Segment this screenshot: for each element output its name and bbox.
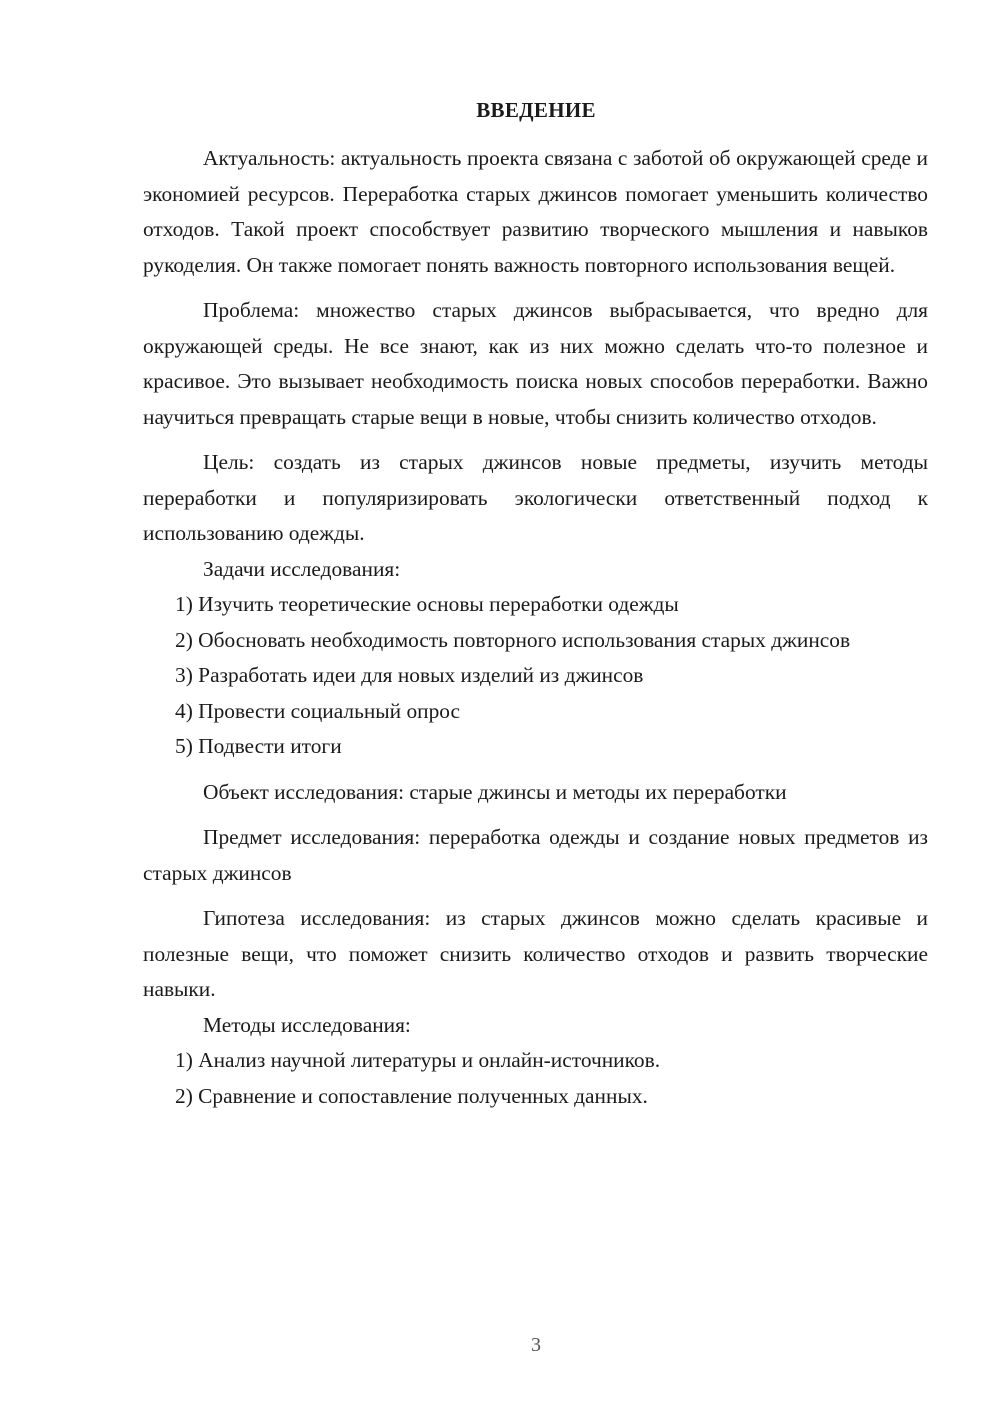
task-item: 1) Изучить теоретические основы переработки одежды (175, 592, 679, 616)
goal-paragraph: Цель: создать из старых джинсов новые предметы, изучить методы переработки и популяризировать экологически ответственный подход к использованию одежды. (143, 450, 928, 545)
task-item: 4) Провести социальный опрос (175, 698, 461, 723)
method-item: 1) Анализ научной литературы и онлайн-источников. (175, 1048, 661, 1072)
tasks-heading: Задачи исследования: (203, 556, 401, 581)
method-item: 2) Сравнение и сопоставление полученных данных. (175, 1083, 648, 1108)
task-item: 2) Обосновать необходимость повторного использования старых джинсов (175, 627, 851, 652)
page-number: 3 (531, 1334, 541, 1356)
object-paragraph: Объект исследования: старые джинсы и методы их переработки (203, 779, 787, 804)
subject-paragraph: Предмет исследования: переработка одежды и создание новых предметов из старых джинсов (143, 825, 928, 885)
relevance-paragraph: Актуальность: актуальность проекта связана с заботой об окружающей среде и экономией ресурсов. Переработка старых джинсов помогает уменьшить количество отходов. Такой проект способствует развитию творческого мышления и навыков рукоделия. Он также помогает понять важность повторного использования вещей. (143, 146, 928, 277)
methods-heading: Методы исследования: (203, 1012, 411, 1037)
problem-paragraph: Проблема: множество старых джинсов выбрасывается, что вредно для окружающей среды. Не все знают, как из них можно сделать что-то полезное и красивое. Это вызывает необходимость поиска новых способов переработки. Важно научиться превращать старые вещи в новые, чтобы снизить количество отходов. (143, 298, 928, 429)
hypothesis-paragraph: Гипотеза исследования: из старых джинсов можно сделать красивые и полезные вещи, что поможет снизить количество отходов и развить творческие навыки. (143, 906, 928, 1001)
document-body (143, 141, 928, 1114)
task-item: 5) Подвести итоги (175, 734, 342, 758)
task-item: 3) Разработать идеи для новых изделий из джинсов (175, 663, 644, 687)
page-title: ВВЕДЕНИЕ (476, 98, 596, 122)
